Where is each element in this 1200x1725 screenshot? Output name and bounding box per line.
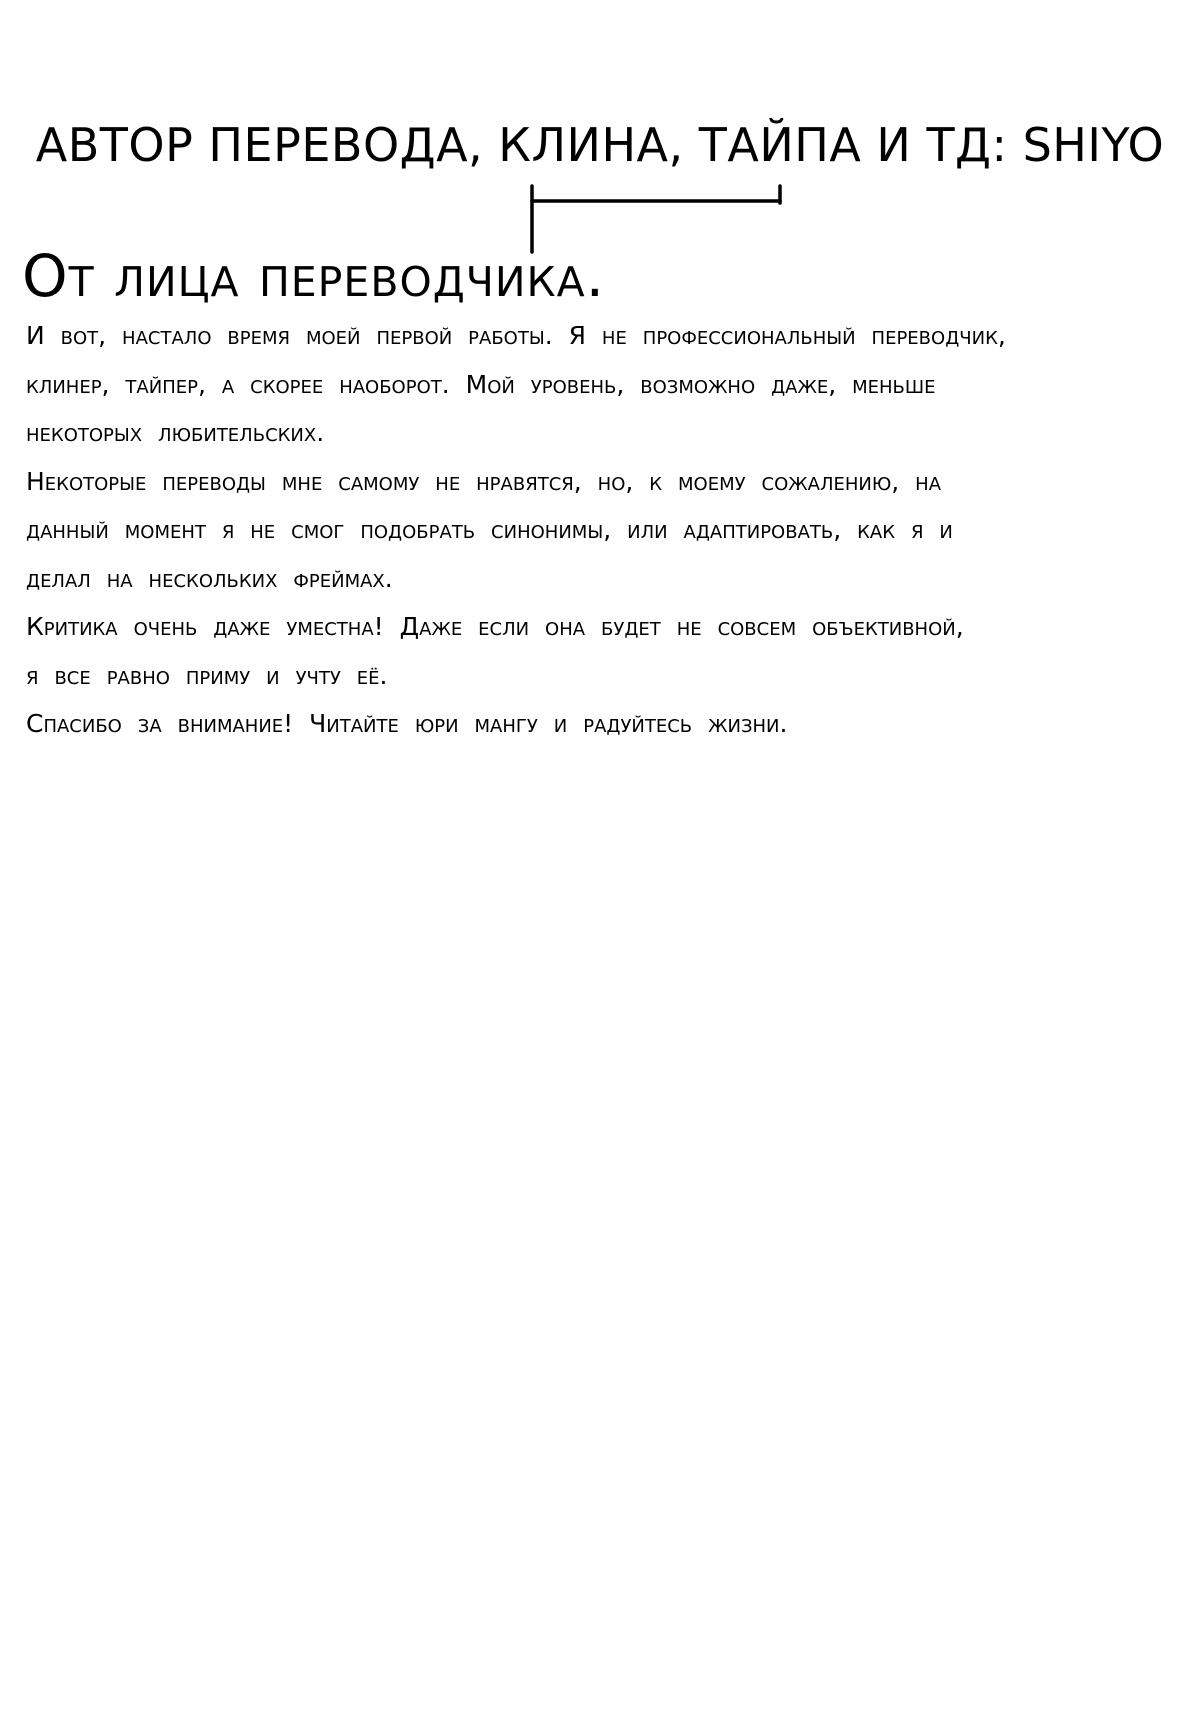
paragraph — [26, 603, 1186, 700]
text-line: я все равно приму и учту её. — [26, 660, 388, 690]
text-line: клинер, тайпер, а скорее наоборот. Мой уровень, возможно даже, меньше — [26, 369, 936, 399]
translator-note — [26, 312, 1186, 749]
text-line: Критика очень даже уместна! Даже если она будет не совсем объективной, — [26, 612, 964, 641]
text-line: Некоторые переводы мне самому не нравятся, но, к моему сожалению, на — [26, 466, 942, 496]
translator-credit: АВТОР ПЕРЕВОДА, КЛИНА, ТАЙПА И ТД: SHIYO — [35, 118, 1165, 172]
paragraph — [26, 312, 1186, 458]
text-line: данный момент я не смог подобрать синонимы, или адаптировать, как я и — [26, 515, 953, 544]
paragraph — [26, 700, 1186, 749]
text-line: Спасибо за внимание! Читайте юри мангу и радуйтесь жизни. — [26, 709, 788, 738]
text-line: делал на нескольких фреймах. — [26, 563, 393, 593]
page-heading: От лица переводчика. — [22, 242, 606, 310]
text-line: некоторых любительских. — [26, 418, 325, 447]
paragraph — [26, 458, 1186, 604]
text-line: И вот, настало время моей первой работы. Я не профессиональный переводчик, — [26, 321, 1006, 350]
